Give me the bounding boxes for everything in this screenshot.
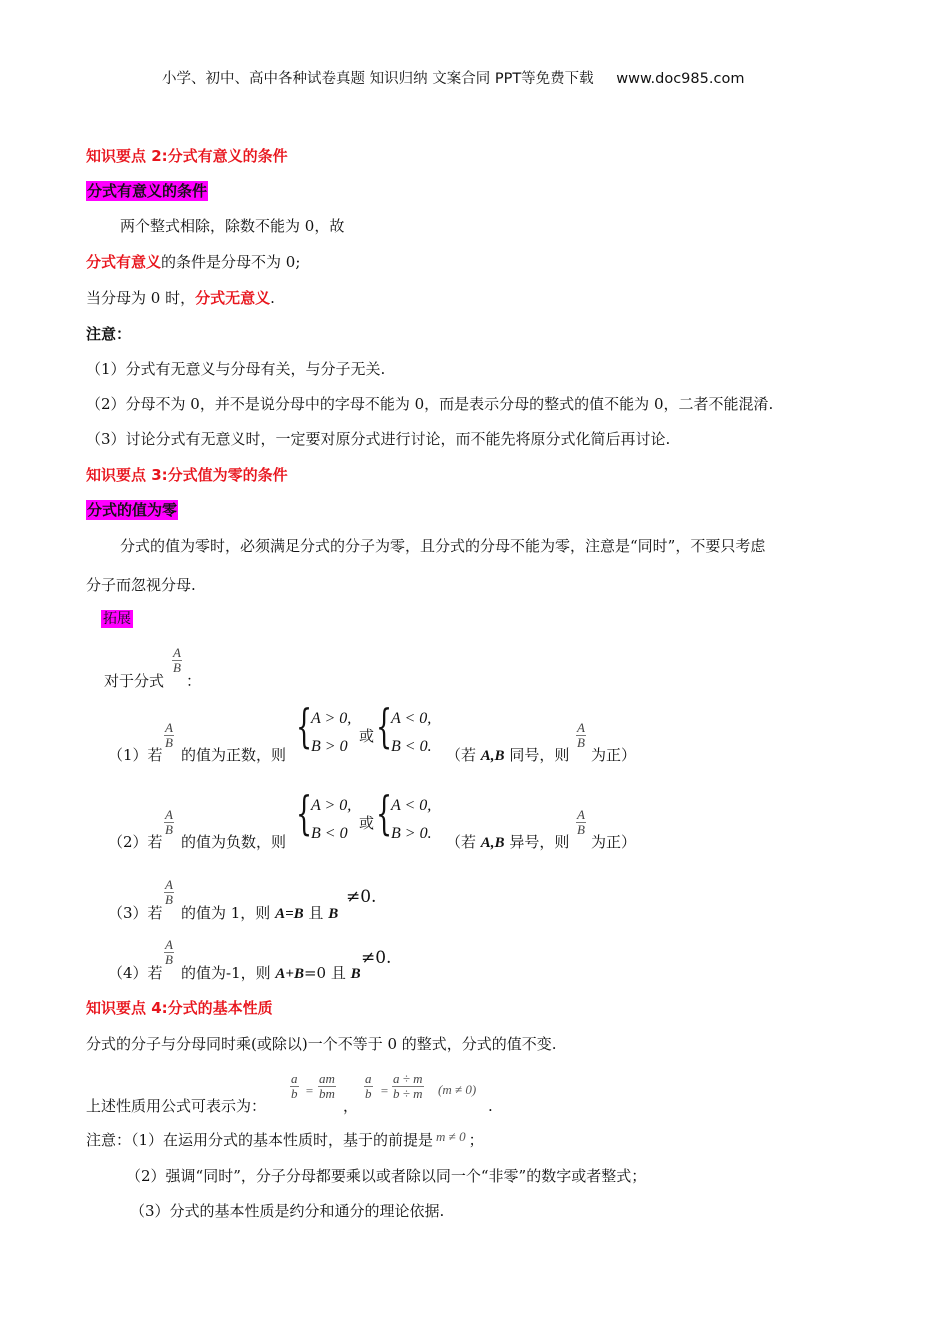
formula1-comma: ，	[343, 1097, 359, 1115]
case2-note-fraction: $\frac{A}{B}$	[577, 807, 585, 838]
section4-note1-condition: m ≠ 0	[436, 1129, 466, 1144]
formula2-right: $\frac{a \div m}{b \div m}$	[393, 1071, 423, 1102]
section2-note1: （1）分式有无意义与分母有关，与分子无关.	[86, 360, 386, 378]
section2-tag-label: 分式有意义的条件	[87, 182, 208, 200]
section2-tag	[86, 182, 208, 200]
section2-p3-red: 分式无意义	[195, 289, 271, 307]
section2-note: 注意：	[86, 325, 132, 343]
case1-system2: A < 0, B < 0.	[391, 710, 432, 755]
case1-mid: 的值为正数，则	[181, 746, 287, 764]
section2-note3: （3）讨论分式有无意义时，一定要对原分式进行讨论，而不能先将原分式化简后再讨论.	[86, 430, 671, 448]
case3-pre: （3）若	[108, 904, 163, 922]
case2-brace2: {	[376, 786, 393, 840]
section2-p3	[86, 289, 275, 307]
section3-p2: 分子而忽视分母.	[86, 576, 196, 594]
section2-p3-a: 当分母为 0 时，	[86, 289, 196, 307]
case3-body: 的值为 1，则 A=B 且 B	[181, 904, 339, 922]
section2-note2: （2）分母不为 0，并不是说分母中的字母不能为 0，而是表示分母的整式的值不能为 0，二者不能混淆.	[86, 395, 774, 413]
case1-or: 或	[359, 727, 375, 745]
page-header	[162, 71, 744, 88]
case4-neq: ≠0.	[361, 948, 392, 968]
case3-fraction: $\frac{A}{B}$	[165, 877, 173, 908]
case2-fraction: $\frac{A}{B}$	[165, 807, 173, 838]
case2-pre: （2）若	[108, 833, 163, 851]
case1-note: （若 A,B 同号，则	[446, 746, 570, 764]
extension-intro	[104, 672, 164, 690]
formula1-right: $\frac{am}{bm}$	[319, 1071, 335, 1102]
case2-mid: 的值为负数，则	[181, 833, 287, 851]
extension-intro-text: 对于分式	[104, 672, 165, 690]
section3-tag	[86, 501, 178, 519]
case4-fraction: $\frac{A}{B}$	[165, 937, 173, 968]
formula2-eq: =	[380, 1083, 389, 1098]
extension-tag-label: 拓展	[103, 611, 131, 627]
header-site[interactable]: www.doc985.com	[616, 71, 745, 87]
case1-pre: （1）若	[108, 746, 163, 764]
section4-heading: 知识要点 4:分式的基本性质	[86, 999, 273, 1017]
case1-fraction: $\frac{A}{B}$	[165, 720, 173, 751]
formula2-condition: (m ≠ 0)	[438, 1082, 477, 1097]
case1-brace1: {	[296, 699, 313, 753]
section3-heading: 知识要点 3:分式值为零的条件	[86, 466, 288, 484]
section4-note3: （3）分式的基本性质是约分和通分的理论依据.	[130, 1202, 445, 1220]
header-title: 小学、初中、高中各种试卷真题 知识归纳 文案合同 PPT等免费下载	[162, 71, 594, 87]
case4-pre: （4）若	[108, 964, 163, 982]
section4-p1: 分式的分子与分母同时乘(或除以)一个不等于 0 的整式，分式的值不变.	[86, 1035, 557, 1053]
section3-tag-label: 分式的值为零	[87, 501, 178, 519]
case2-note: （若 A,B 异号，则	[446, 833, 570, 851]
formula1-left: $\frac{a}{b}$	[291, 1071, 298, 1102]
formula2-left: $\frac{a}{b}$	[365, 1071, 372, 1102]
section2-p2-red: 分式有意义	[86, 253, 162, 271]
extension-tag	[101, 609, 133, 628]
section2-p1: 两个整式相除，除数不能为 0，故	[120, 217, 345, 235]
section2-p2	[86, 253, 300, 271]
case4-body: 的值为-1，则 A+B=0 且 B	[181, 964, 361, 982]
formula1-eq: =	[305, 1083, 314, 1098]
case2-system2: A < 0, B > 0.	[391, 797, 432, 842]
case2-or: 或	[359, 814, 375, 832]
case1-note-fraction: $\frac{A}{B}$	[577, 720, 585, 751]
section4-note2: （2）强调“同时”，分子分母都要乘以或者除以同一个“非零”的数字或者整式；	[126, 1167, 647, 1185]
section3-p1: 分式的值为零时，必须满足分式的分子为零，且分式的分母不能为零，注意是“同时”，不要只考虑	[120, 537, 766, 555]
case2-system1: A > 0, B < 0	[311, 797, 352, 842]
extension-intro-end: ：	[186, 672, 202, 690]
section2-p2-rest: 的条件是分母不为 0;	[161, 253, 301, 271]
section2-heading: 知识要点 2:分式有意义的条件	[86, 147, 288, 165]
case2-note-end: 为正）	[591, 833, 637, 851]
case1-note-end: 为正）	[591, 746, 637, 764]
case1-brace2: {	[376, 699, 393, 753]
section2-p3-end: .	[270, 289, 275, 307]
section4-note1: 注意：（1）在运用分式的基本性质时，基于的前提是 m ≠ 0 ；	[86, 1129, 484, 1149]
case3-neq: ≠0.	[346, 887, 377, 907]
case1-system1: A > 0, B > 0	[311, 710, 352, 755]
section4-p2: 上述性质用公式可表示为：	[86, 1097, 267, 1115]
case2-brace1: {	[296, 786, 313, 840]
fraction-a-over-b: $\frac{A}{B}$	[173, 645, 181, 676]
formula-end: .	[488, 1097, 493, 1115]
